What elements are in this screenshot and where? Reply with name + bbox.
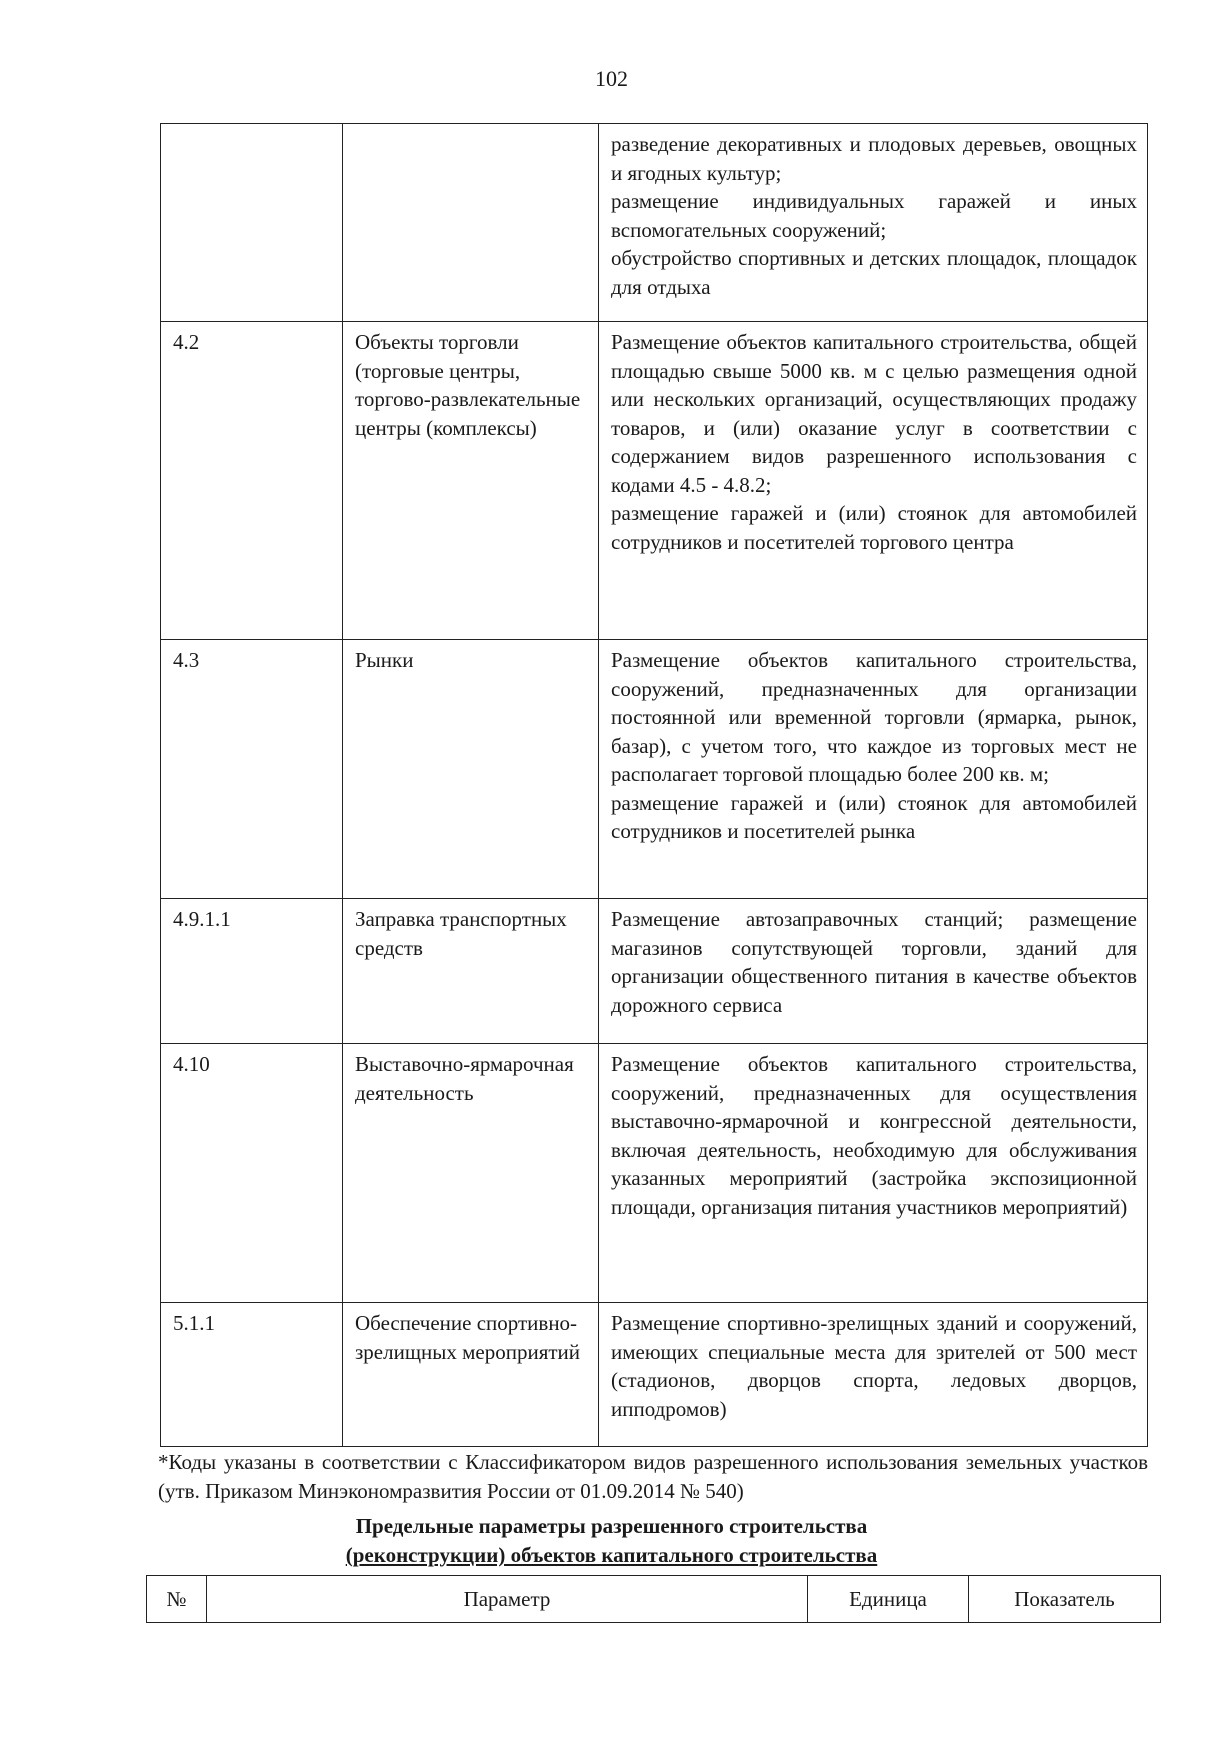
page-number: 102 xyxy=(595,66,628,91)
description-paragraph: Размещение автозаправочных станций; размещение магазинов сопутствующей торговли, зданий для организации общественного питания в качестве объектов дорожного сервиса xyxy=(611,907,1137,1017)
description-paragraph: обустройство спортивных и детских площадок, площадок для отдыха xyxy=(611,246,1137,299)
row-name: Рынки xyxy=(343,640,599,899)
row-name: Объекты торговли (торговые центры, торгово-развлекательные центры (комплексы) xyxy=(343,322,599,640)
section-title xyxy=(0,1512,1223,1570)
row-code: 4.3 xyxy=(161,640,343,899)
header-unit: Единица xyxy=(808,1576,969,1623)
description-paragraph: размещение гаражей и (или) стоянок для автомобилей сотрудников и посетителей рынка xyxy=(611,790,1137,843)
row-code: 4.10 xyxy=(161,1044,343,1303)
row-name: Заправка транспортных средств xyxy=(343,899,599,1044)
row-code: 4.2 xyxy=(161,322,343,640)
row-description xyxy=(599,322,1148,640)
section-title-line1: Предельные параметры разрешенного строительства xyxy=(355,1514,868,1538)
table-row xyxy=(161,1044,1148,1303)
row-description xyxy=(599,899,1148,1044)
row-code xyxy=(161,124,343,322)
description-paragraph: Размещение объектов капитального строительства, общей площадью свыше 5000 кв. м с целью размещения одной или нескольких организаций, осуществляющих продажу товаров, и (или) оказание услуг в соответствии с содержанием видов разрешенного использования с кодами 4.5 - 4.8.2; xyxy=(611,330,1137,497)
header-number: № xyxy=(147,1576,207,1623)
params-header-row xyxy=(147,1576,1161,1623)
row-name xyxy=(343,124,599,322)
footnote: *Коды указаны в соответствии с Классификатором видов разрешенного использования земельных участков (утв. Приказом Минэкономразвития России от 01.09.2014 № 540) xyxy=(158,1450,1148,1503)
land-use-table xyxy=(160,123,1148,1447)
row-description xyxy=(599,640,1148,899)
row-code: 5.1.1 xyxy=(161,1303,343,1447)
table-row xyxy=(161,124,1148,322)
table-row xyxy=(161,322,1148,640)
row-description xyxy=(599,1303,1148,1447)
row-name: Обеспечение спортивно-зрелищных мероприятий xyxy=(343,1303,599,1447)
table-row xyxy=(161,1303,1148,1447)
table-row xyxy=(161,640,1148,899)
section-title-line2: (реконструкции) объектов капитального строительства xyxy=(345,1543,878,1567)
header-value: Показатель xyxy=(969,1576,1161,1623)
params-table xyxy=(146,1575,1161,1623)
description-paragraph: размещение индивидуальных гаражей и иных вспомогательных сооружений; xyxy=(611,189,1137,242)
description-paragraph: размещение гаражей и (или) стоянок для автомобилей сотрудников и посетителей торгового центра xyxy=(611,501,1137,554)
row-code: 4.9.1.1 xyxy=(161,899,343,1044)
row-description xyxy=(599,124,1148,322)
description-paragraph: Размещение объектов капитального строительства, сооружений, предназначенных для осуществления выставочно-ярмарочной и конгрессной деятельности, включая деятельность, необходимую для обслуживания указанных мероприятий (застройка экспозиционной площади, организация питания участников мероприятий) xyxy=(611,1052,1137,1219)
description-paragraph: Размещение объектов капитального строительства, сооружений, предназначенных для организации постоянной или временной торговли (ярмарка, рынок, базар), с учетом того, что каждое из торговых мест не располагает торговой площадью более 200 кв. м; xyxy=(611,648,1137,786)
header-parameter: Параметр xyxy=(207,1576,808,1623)
table-row xyxy=(161,899,1148,1044)
row-description xyxy=(599,1044,1148,1303)
description-paragraph: разведение декоративных и плодовых деревьев, овощных и ягодных культур; xyxy=(611,132,1137,185)
description-paragraph: Размещение спортивно-зрелищных зданий и сооружений, имеющих специальные места для зрителей от 500 мест (стадионов, дворцов спорта, ледовых дворцов, ипподромов) xyxy=(611,1311,1137,1421)
row-name: Выставочно-ярмарочная деятельность xyxy=(343,1044,599,1303)
